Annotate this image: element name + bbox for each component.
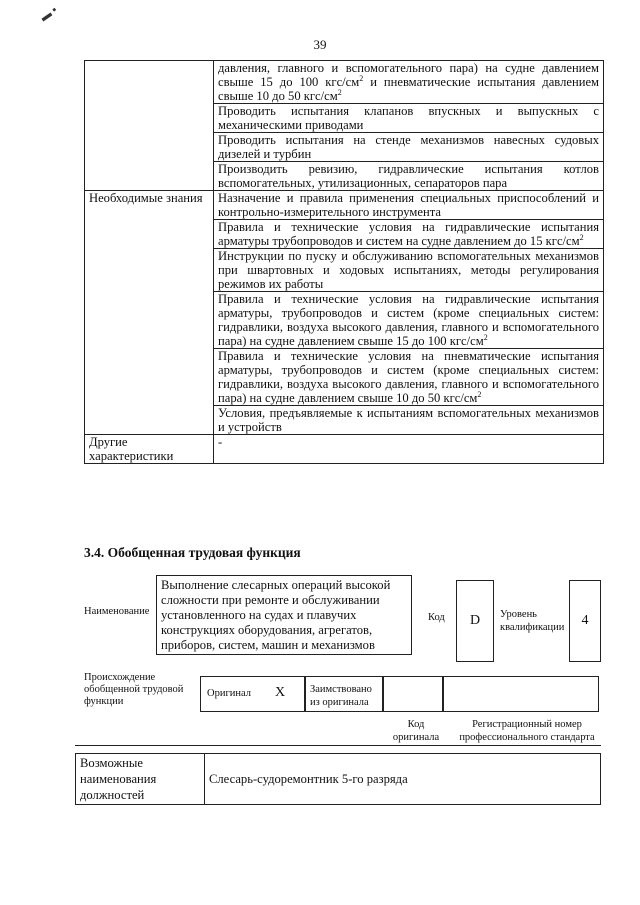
table-row <box>85 61 604 104</box>
requirement-text: Правила и технические условия на гидравлические испытания арматуры, трубопроводов и систем (кроме специальных систем: гидравлики, воздуха высокого давления, главного и вспомогательного пара) на судне давлением свыше 15 до 100 кгс/см <box>218 292 599 348</box>
knowledge-item: Назначение и правила применения специальных приспособлений и контрольно-измерительного инструмента <box>214 191 604 220</box>
level-value: 4 <box>569 580 601 662</box>
unit-exponent: 2 <box>477 389 482 399</box>
original-cell <box>200 676 305 712</box>
requirement-text: давления, главного и вспомогательного пара) на судне давлением свыше 15 до 100 кгс/см <box>218 61 599 89</box>
knowledge-label: Необходимые знания <box>85 191 214 435</box>
requirement-text: и пневматические испытания давлением свыше 10 до 50 кгс/см <box>218 75 599 103</box>
unit-exponent: 2 <box>337 87 342 97</box>
origin-label: Происхождение обобщенной трудовой функции <box>84 672 184 707</box>
name-label: Наименование <box>84 606 150 617</box>
original-code-cell <box>383 676 443 712</box>
original-mark: X <box>275 685 286 700</box>
page-number: 39 <box>313 37 327 52</box>
separator-line <box>75 745 601 746</box>
code-label: Код <box>428 612 445 623</box>
skills-knowledge-table <box>84 60 604 464</box>
requirement-text: Правила и технические условия на пневматические испытания арматуры, трубопроводов и систем (кроме специальных систем: гидравлики, воздуха высокого давления, главного и вспомогательного пара) на судне давлением свыше 10 до 50 кгс/см <box>218 349 599 405</box>
knowledge-item <box>214 349 604 406</box>
function-code-value: D <box>456 580 494 662</box>
positions-value: Слесарь-судоремонтник 5-го разряда <box>205 754 601 805</box>
other-characteristics-value: - <box>214 435 604 464</box>
knowledge-item <box>214 292 604 349</box>
unit-exponent: 2 <box>359 73 364 83</box>
borrowed-cell: Заимствовано из оригинала <box>305 676 383 712</box>
function-name-value: Выполнение слесарных операций высокой сложности при ремонте и обслуживании установленного на судах и плавучих конструкциях оборудования, агрегатов, приборов, систем, машин и механизмов <box>156 575 412 655</box>
unit-exponent: 2 <box>483 332 488 342</box>
section-title: 3.4. Обобщенная трудовая функция <box>84 545 301 560</box>
code-caption: Код оригинала <box>392 719 440 743</box>
knowledge-item <box>214 220 604 249</box>
requirement-text: Правила и технические условия на гидравлические испытания арматуры трубопроводов и систем на судне давлением до 15 кгс/см <box>218 220 599 248</box>
origin-row <box>200 676 599 712</box>
registration-number-cell <box>443 676 599 712</box>
knowledge-item: Инструкции по пуску и обслуживанию вспомогательных механизмов при швартовных и ходовых испытаниях, методы регулирования режимов их работы <box>214 249 604 292</box>
scan-mark: ▬ ▪ <box>38 4 60 24</box>
skill-item: Проводить испытания клапанов впускных и выпускных с механическими приводами <box>214 104 604 133</box>
skill-item: Проводить испытания на стенде механизмов навесных судовых дизелей и турбин <box>214 133 604 162</box>
table-row <box>85 435 604 464</box>
skill-item: Производить ревизию, гидравлические испытания котлов вспомогательных, утилизационных, сепараторов пара <box>214 162 604 191</box>
unit-exponent: 2 <box>579 232 584 242</box>
positions-label: Возможные наименования должностей <box>76 754 205 805</box>
positions-table <box>75 753 601 805</box>
registration-caption: Регистрационный номер профессионального стандарта <box>459 719 595 743</box>
skills-continuation-label <box>85 61 214 191</box>
knowledge-item: Условия, предъявляемые к испытаниям вспомогательных механизмов и устройств <box>214 406 604 435</box>
level-label: Уровень квалификации <box>500 609 565 633</box>
skill-item <box>214 61 604 104</box>
other-characteristics-label: Другие характеристики <box>85 435 214 464</box>
table-row <box>85 191 604 220</box>
original-label: Оригинал <box>207 688 251 699</box>
